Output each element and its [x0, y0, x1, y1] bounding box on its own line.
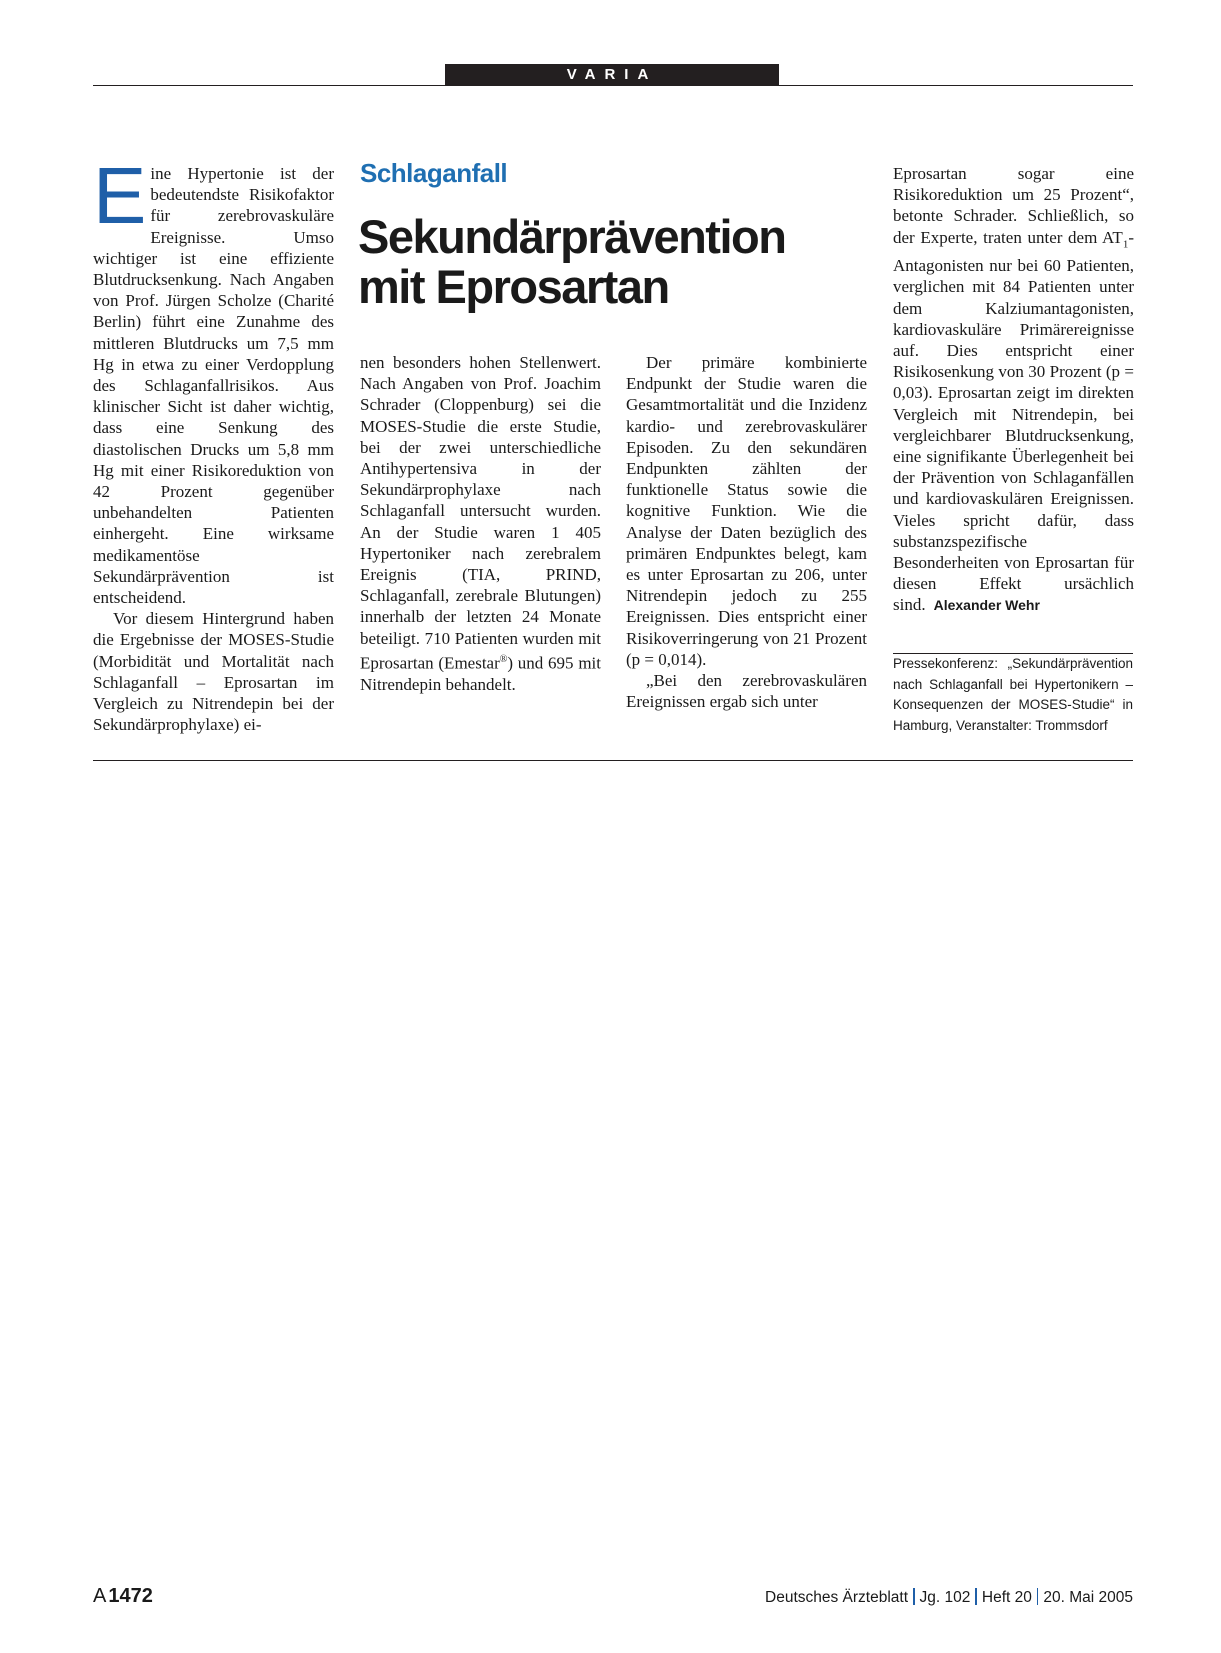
body-paragraph	[893, 163, 1134, 617]
author-name: Alexander Wehr	[933, 597, 1040, 614]
article-column-3	[626, 352, 867, 712]
separator	[975, 1588, 977, 1605]
page-prefix: A	[93, 1585, 107, 1607]
publication-date: 20. Mai 2005	[1043, 1589, 1133, 1606]
intro-text: ine Hypertonie ist der bedeutendste Risikofaktor für zerebrovaskuläre Ereignisse. Umso wichtiger ist eine effiziente Blutdrucksenkung. Nach Angaben von Prof. Jürgen Scholze (Charité Berlin) führt eine Zunahme des mittleren Blutdrucks um 7,5 mm Hg in etwa zu einer Verdopplung des Schlaganfallrisikos. Aus klinischer Sicht ist daher wichtig, dass eine Senkung des diastolischen Drucks um 5,8 mm Hg mit einer Risikoreduktion von 42 Prozent gegenüber unbehandelten Patienten einhergeht. Eine wirksame medikamentöse Sekundärprävention ist entscheidend.	[93, 164, 334, 608]
publication-info	[765, 1588, 1133, 1607]
journal-issue: Heft 20	[981, 1589, 1032, 1606]
registered-mark: ®	[499, 653, 508, 665]
section-label: VARIA	[445, 64, 779, 86]
headline-line-1: Sekundärprävention	[358, 210, 786, 263]
body-paragraph	[360, 352, 601, 695]
article-column-1	[93, 151, 334, 735]
body-paragraph: Vor diesem Hintergrund haben die Ergebnisse der MOSES-Studie (Morbidität und Mortalität nach Schlaganfall – Eprosartan im Vergleich zu Nitrendepin bei der Sekundärprophylaxe) ei-	[93, 609, 334, 735]
body-text: Eprosartan sogar eine Risikoreduktion um 25 Prozent“, betonte Schrader. Schließlich, so der Experte, traten unter dem AT	[893, 164, 1134, 247]
press-conference-note: Pressekonferenz: „Sekundärprävention nach Schlaganfall bei Hypertonikern – Konsequenzen der MOSES-Studie“ in Hamburg, Veranstalter: Trommsdorf	[893, 656, 1133, 733]
article-end-rule	[93, 760, 1133, 761]
article-headline	[358, 212, 828, 312]
page-number	[93, 1585, 153, 1608]
article-column-4	[893, 163, 1134, 617]
body-text: ) und 695 mit Nitrendepin behandelt.	[360, 653, 601, 694]
body-paragraph: Der primäre kombinierte Endpunkt der Studie waren die Gesamtmortalität und die Inzidenz kardio- und zerebrovaskulärer Episoden. Zu den sekundären Endpunkten zählten der funktionelle Status sowie die kognitive Funktion. Wie die Analyse der Daten bezüglich des primären Endpunktes belegt, kam es unter Eprosartan zu 206, unter Nitrendepin jedoch zu 255 Ereignissen. Dies entspricht einer Risikoverringerung von 21 Prozent (p = 0,014).	[626, 353, 867, 669]
separator	[1037, 1588, 1039, 1605]
journal-volume: Jg. 102	[919, 1589, 971, 1606]
separator	[913, 1588, 915, 1605]
article-column-2	[360, 352, 601, 695]
header-rule	[93, 85, 1133, 86]
page-number-value: 1472	[108, 1585, 153, 1607]
headline-line-2: mit Eprosartan	[358, 260, 669, 313]
journal-name: Deutsches Ärzteblatt	[765, 1589, 909, 1606]
body-paragraph: „Bei den zerebrovaskulären Ereignissen ergab sich unter	[626, 671, 867, 712]
drop-cap: E	[93, 151, 147, 240]
body-text: -Antagonisten nur bei 60 Patienten, verglichen mit 84 Patienten unter dem Kalziumantagonisten, kardiovaskuläre Primärereignisse auf. Dies entspricht einer Risikosenkung von 30 Prozent (p = 0,03). Eprosartan zeigt im direkten Vergleich mit Nitrendepin, bei vergleichbarer Blutdrucksenkung, eine signifikante Überlegenheit bei der Prävention von Schlaganfällen und kardiovaskulären Ereignissen. Vieles spricht dafür, dass substanzspezifische Besonderheiten von Eprosartan für diesen Effekt ursächlich sind.	[893, 227, 1134, 615]
body-text: nen besonders hohen Stellenwert. Nach Angaben von Prof. Joachim Schrader (Cloppenburg) sei die MOSES-Studie die erste Studie, bei der zwei unterschiedliche Antihypertensiva in der Sekundärprophylaxe nach Schlaganfall untersucht wurden. An der Studie waren 1 405 Hypertoniker nach zerebralem Ereignis (TIA, PRIND, Schlaganfall, zerebrale Blutungen) innerhalb der letzten 24 Monate beteiligt. 710 Patienten wurden mit Eprosartan (Emestar	[360, 353, 601, 673]
subscript: 1	[1122, 238, 1129, 250]
intro-paragraph	[93, 151, 334, 608]
article-kicker: Schlaganfall	[360, 158, 508, 188]
